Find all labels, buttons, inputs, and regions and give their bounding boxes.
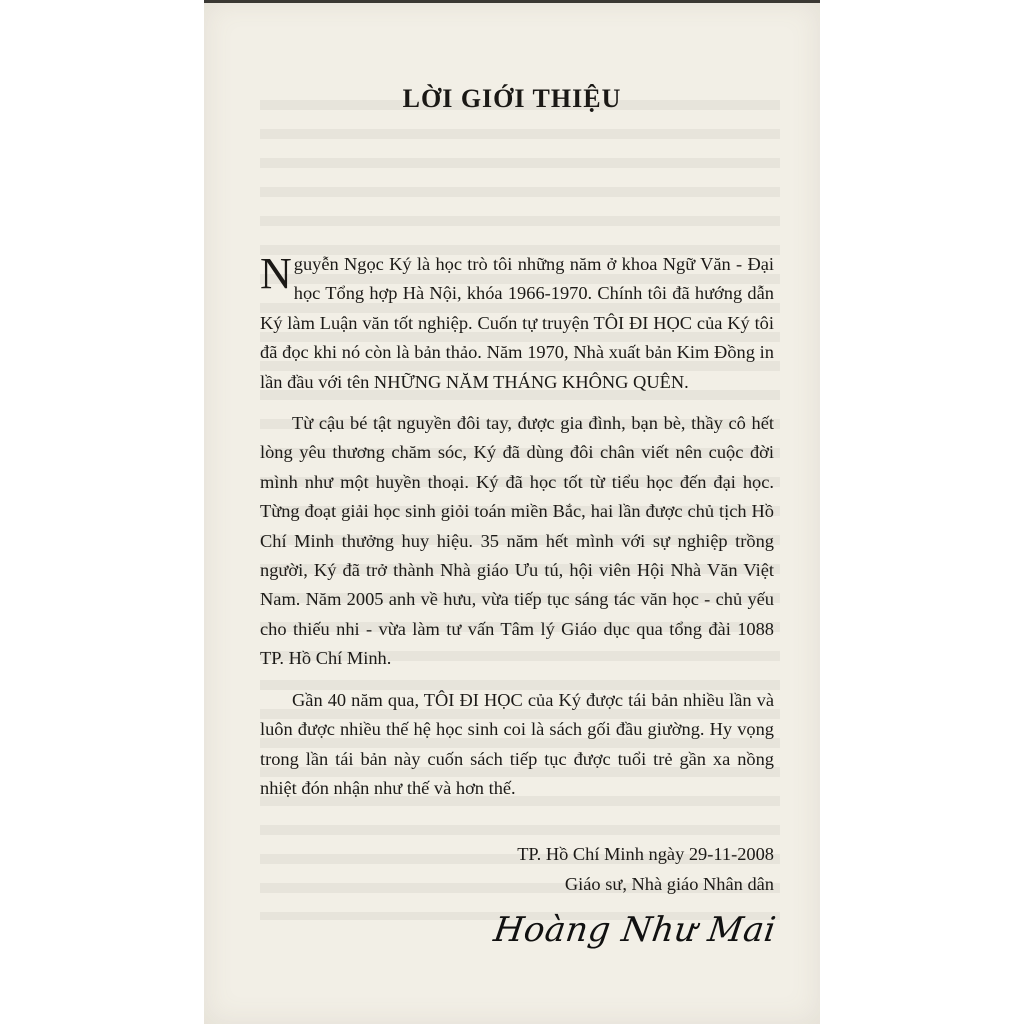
page-title: LỜI GIỚI THIỆU [402,84,622,113]
paragraph-1-text: guyễn Ngọc Ký là học trò tôi những năm ở khoa Ngữ Văn - Đại học Tổng hợp Hà Nội, khóa 1966-1970. Chính tôi đã hướng dẫn Ký làm Luận văn tốt nghiệp. Cuốn tự truyện TÔI ĐI HỌC của Ký tôi đã đọc khi nó còn là bản thảo. Năm 1970, Nhà xuất bản Kim Đồng in lần đầu với tên NHỮNG NĂM THÁNG KHÔNG QUÊN. [260,254,774,392]
book-page [204,0,820,1024]
signature-role-line: Giáo sư, Nhà giáo Nhân dân [564,874,774,894]
handwritten-signature: Hoàng Như Mai [491,910,779,950]
page-top-edge [204,0,820,3]
drop-cap: N [260,249,292,298]
paragraph-2: Từ cậu bé tật nguyền đôi tay, được gia đình, bạn bè, thầy cô hết lòng yêu thương chăm sóc, Ký đã dùng đôi chân viết nên cuộc đời mình như một huyền thoại. Ký đã học tốt từ tiểu học đến đại học. Từng đoạt giải học sinh giỏi toán miền Bắc, hai lần được chủ tịch Hồ Chí Minh thưởng huy hiệu. 35 năm hết mình với sự nghiệp trồng người, Ký đã trở thành Nhà giáo Ưu tú, hội viên Hội Nhà Văn Việt Nam. Năm 2005 anh về hưu, vừa tiếp tục sáng tác văn học - chủ yếu cho thiếu nhi - vừa làm tư vấn Tâm lý Giáo dục qua tổng đài 1088 TP. Hồ Chí Minh. [260,413,774,669]
paragraph-3: Gần 40 năm qua, TÔI ĐI HỌC của Ký được tái bản nhiều lần và luôn được nhiều thế hệ học sinh coi là sách gối đầu giường. Hy vọng trong lần tái bản này cuốn sách tiếp tục được tuổi trẻ gần xa nồng nhiệt đón nhận như thế và hơn thế. [260,689,774,798]
intro-body [260,250,774,815]
paragraph-1 [260,250,774,397]
signature-date-line: TP. Hồ Chí Minh ngày 29-11-2008 [517,844,774,864]
